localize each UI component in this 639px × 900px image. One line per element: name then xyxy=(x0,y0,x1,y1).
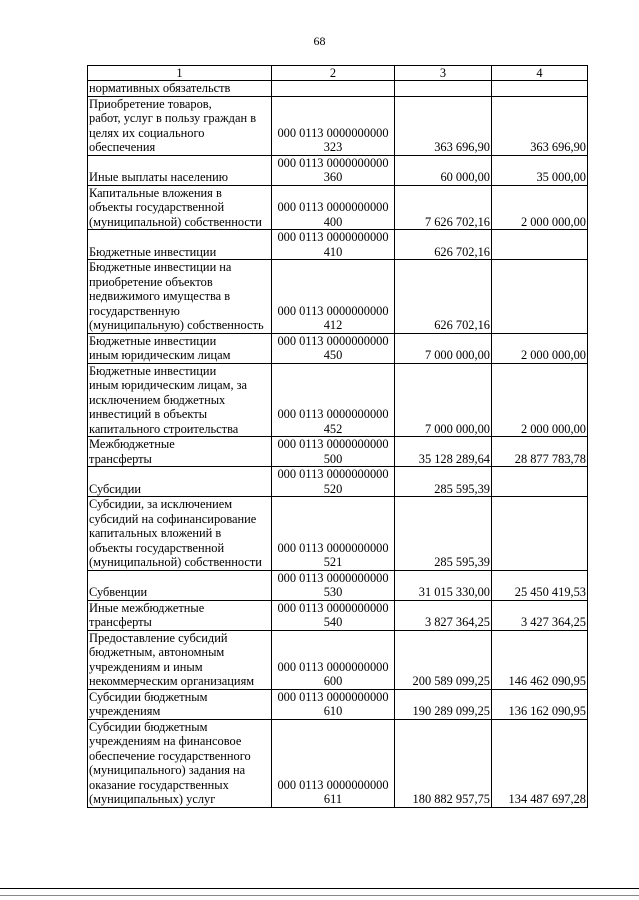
table-row xyxy=(88,570,588,600)
row-code-cell: 000 0113 0000000000 540 xyxy=(272,600,395,630)
row-code-cell: 000 0113 0000000000 530 xyxy=(272,570,395,600)
row-amount-4-cell xyxy=(492,81,588,97)
table-row xyxy=(88,600,588,630)
table-row xyxy=(88,230,588,260)
row-name-cell: Субсидии бюджетным учреждениям на финансовое обеспечение государственного (муниципального) задания на оказание государственных (муниципальных) услуг xyxy=(88,719,272,807)
column-header-4: 4 xyxy=(492,66,588,81)
row-amount-3-cell: 7 000 000,00 xyxy=(395,333,492,363)
table-row xyxy=(88,497,588,571)
row-amount-3-cell: 35 128 289,64 xyxy=(395,437,492,467)
table-row xyxy=(88,467,588,497)
row-amount-4-cell: 146 462 090,95 xyxy=(492,630,588,689)
row-code-cell: 000 0113 0000000000 452 xyxy=(272,363,395,437)
table-row xyxy=(88,155,588,185)
row-amount-3-cell: 285 595,39 xyxy=(395,467,492,497)
row-name-cell: Бюджетные инвестиции иным юридическим лицам xyxy=(88,333,272,363)
row-amount-3-cell: 3 827 364,25 xyxy=(395,600,492,630)
row-code-cell: 000 0113 0000000000 610 xyxy=(272,689,395,719)
row-name-cell: Иные выплаты населению xyxy=(88,155,272,185)
row-code-cell: 000 0113 0000000000 400 xyxy=(272,185,395,230)
row-code-cell xyxy=(272,81,395,97)
table-row xyxy=(88,333,588,363)
row-amount-4-cell: 28 877 783,78 xyxy=(492,437,588,467)
page-bottom-edge-shadow xyxy=(0,895,639,896)
row-name-cell: Бюджетные инвестиции иным юридическим лицам, за исключением бюджетных инвестиций в объекты капитального строительства xyxy=(88,363,272,437)
row-amount-4-cell xyxy=(492,497,588,571)
page-number: 68 xyxy=(313,34,326,48)
row-code-cell: 000 0113 0000000000 360 xyxy=(272,155,395,185)
row-amount-4-cell: 3 427 364,25 xyxy=(492,600,588,630)
row-amount-4-cell xyxy=(492,467,588,497)
row-amount-3-cell xyxy=(395,81,492,97)
row-name-cell: Субвенции xyxy=(88,570,272,600)
row-amount-4-cell: 136 162 090,95 xyxy=(492,689,588,719)
row-code-cell: 000 0113 0000000000 600 xyxy=(272,630,395,689)
row-code-cell: 000 0113 0000000000 412 xyxy=(272,260,395,334)
row-amount-3-cell: 7 626 702,16 xyxy=(395,185,492,230)
row-name-cell: нормативных обязательств xyxy=(88,81,272,97)
row-amount-4-cell: 2 000 000,00 xyxy=(492,185,588,230)
table-row xyxy=(88,719,588,807)
row-name-cell: Бюджетные инвестиции xyxy=(88,230,272,260)
row-amount-4-cell xyxy=(492,230,588,260)
table-row xyxy=(88,185,588,230)
row-name-cell: Субсидии бюджетным учреждениям xyxy=(88,689,272,719)
table-header-row xyxy=(88,66,588,81)
row-name-cell: Приобретение товаров, работ, услуг в пользу граждан в целях их социального обеспечения xyxy=(88,96,272,155)
row-amount-3-cell: 363 696,90 xyxy=(395,96,492,155)
row-amount-4-cell: 2 000 000,00 xyxy=(492,363,588,437)
table-row xyxy=(88,437,588,467)
row-amount-4-cell: 363 696,90 xyxy=(492,96,588,155)
column-header-3: 3 xyxy=(395,66,492,81)
row-amount-3-cell: 200 589 099,25 xyxy=(395,630,492,689)
table-row xyxy=(88,363,588,437)
row-name-cell: Капитальные вложения в объекты государственной (муниципальной) собственности xyxy=(88,185,272,230)
row-amount-3-cell: 190 289 099,25 xyxy=(395,689,492,719)
table-row xyxy=(88,689,588,719)
row-code-cell: 000 0113 0000000000 450 xyxy=(272,333,395,363)
row-name-cell: Межбюджетные трансферты xyxy=(88,437,272,467)
row-name-cell: Предоставление субсидий бюджетным, автономным учреждениям и иным некоммерческим организациям xyxy=(88,630,272,689)
row-name-cell: Субсидии xyxy=(88,467,272,497)
row-code-cell: 000 0113 0000000000 323 xyxy=(272,96,395,155)
row-amount-3-cell: 626 702,16 xyxy=(395,260,492,334)
row-name-cell: Бюджетные инвестиции на приобретение объектов недвижимого имущества в государственную (муниципальную) собственность xyxy=(88,260,272,334)
row-code-cell: 000 0113 0000000000 410 xyxy=(272,230,395,260)
table-row xyxy=(88,260,588,334)
row-code-cell: 000 0113 0000000000 520 xyxy=(272,467,395,497)
row-amount-4-cell xyxy=(492,260,588,334)
row-name-cell: Иные межбюджетные трансферты xyxy=(88,600,272,630)
column-header-2: 2 xyxy=(272,66,395,81)
row-name-cell: Субсидии, за исключением субсидий на софинансирование капитальных вложений в объекты государственной (муниципальной) собственности xyxy=(88,497,272,571)
row-amount-4-cell: 2 000 000,00 xyxy=(492,333,588,363)
row-code-cell: 000 0113 0000000000 500 xyxy=(272,437,395,467)
row-amount-3-cell: 626 702,16 xyxy=(395,230,492,260)
row-amount-4-cell: 35 000,00 xyxy=(492,155,588,185)
row-code-cell: 000 0113 0000000000 521 xyxy=(272,497,395,571)
row-amount-3-cell: 285 595,39 xyxy=(395,497,492,571)
table-row xyxy=(88,81,588,97)
row-amount-4-cell: 134 487 697,28 xyxy=(492,719,588,807)
column-header-1: 1 xyxy=(88,66,272,81)
row-amount-3-cell: 7 000 000,00 xyxy=(395,363,492,437)
row-amount-4-cell: 25 450 419,53 xyxy=(492,570,588,600)
budget-table xyxy=(87,65,588,808)
row-amount-3-cell: 180 882 957,75 xyxy=(395,719,492,807)
table-row xyxy=(88,630,588,689)
row-code-cell: 000 0113 0000000000 611 xyxy=(272,719,395,807)
row-amount-3-cell: 60 000,00 xyxy=(395,155,492,185)
table-row xyxy=(88,96,588,155)
page-bottom-edge xyxy=(0,888,639,889)
row-amount-3-cell: 31 015 330,00 xyxy=(395,570,492,600)
